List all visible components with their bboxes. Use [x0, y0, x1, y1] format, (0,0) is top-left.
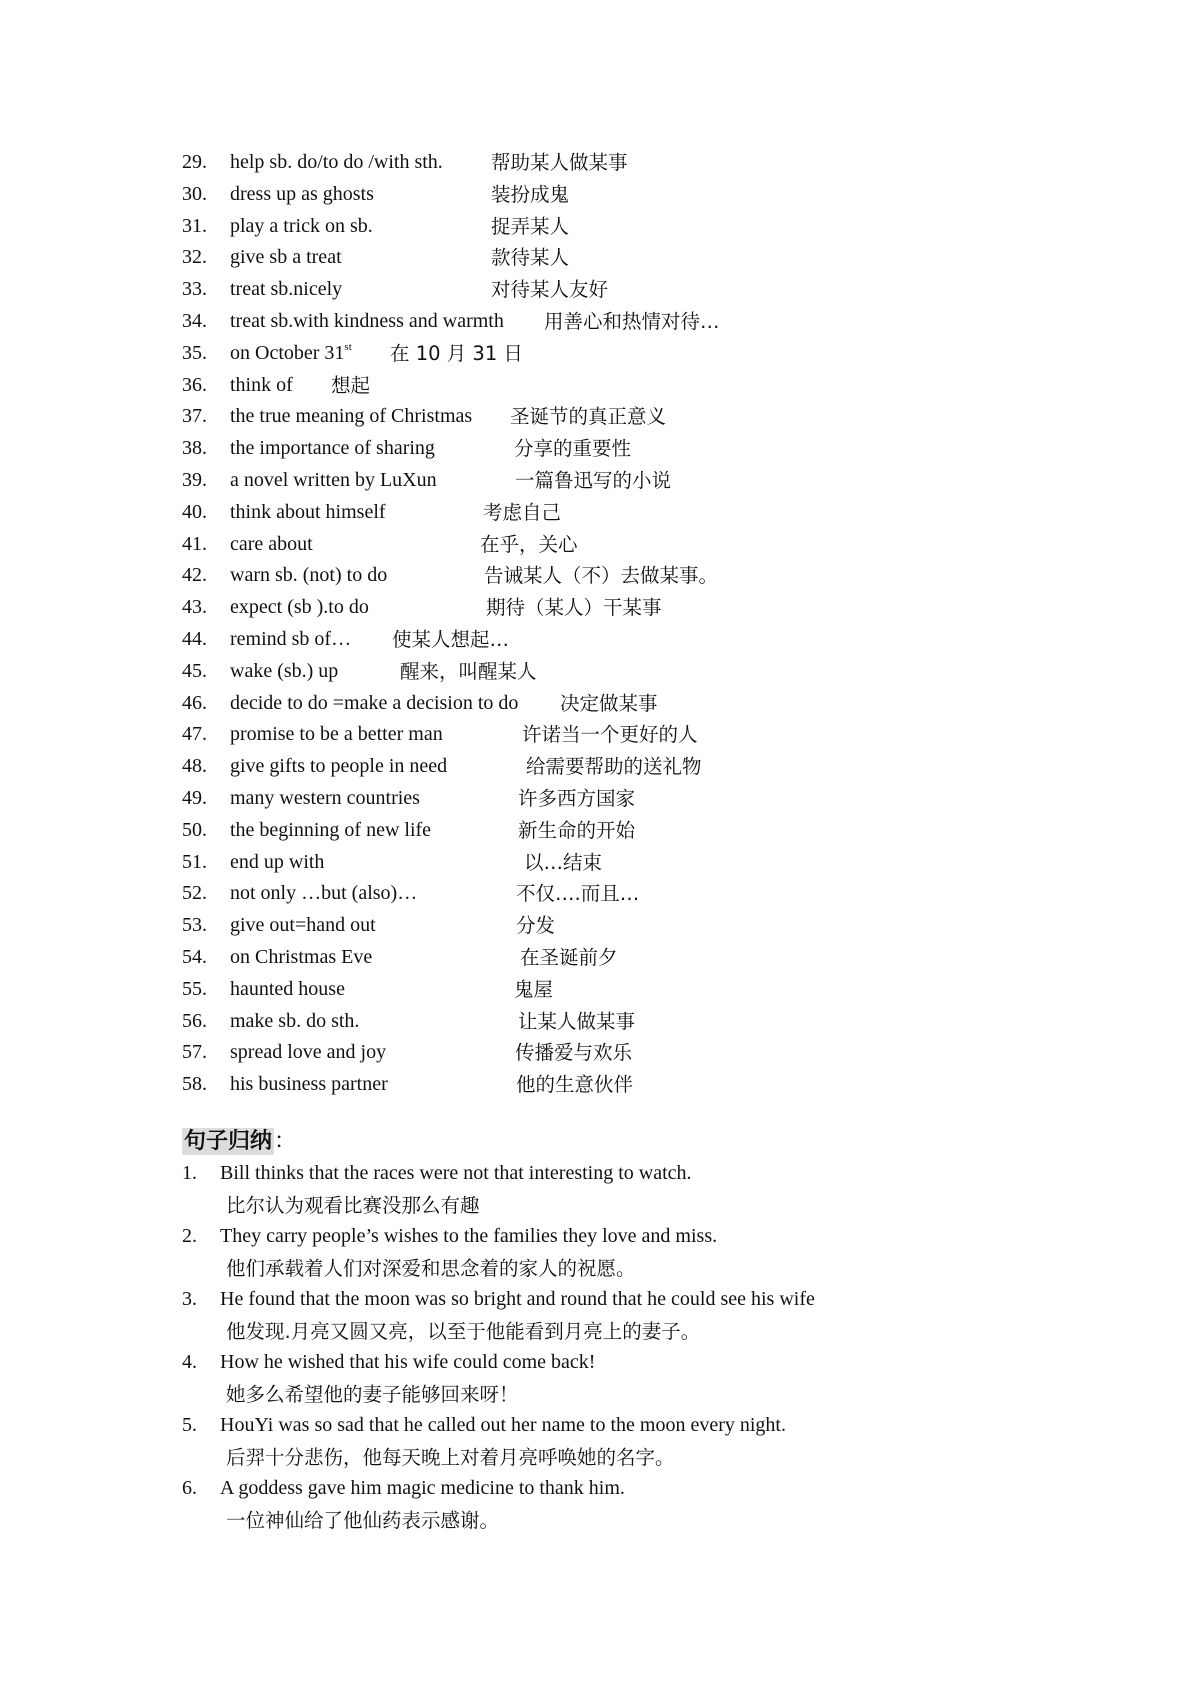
- phrase-english: remind sb of…: [230, 627, 352, 650]
- phrase-chinese: 许诺当一个更好的人: [522, 723, 698, 747]
- phrase-chinese: 使某人想起…: [392, 627, 510, 651]
- sentence-chinese: 一位神仙给了他仙药表示感谢。: [226, 1508, 500, 1532]
- item-number: 55.: [182, 977, 207, 1000]
- phrase-english: decide to do =make a decision to do: [230, 691, 519, 714]
- item-number: 40.: [182, 500, 207, 523]
- phrase-chinese: 在圣诞前夕: [520, 945, 618, 969]
- phrase-chinese: 他的生意伙伴: [516, 1073, 634, 1097]
- phrase-english: care about: [230, 532, 313, 555]
- item-number: 2.: [182, 1225, 197, 1247]
- item-number: 31.: [182, 214, 207, 237]
- phrase-english: warn sb. (not) to do: [230, 564, 388, 587]
- item-number: 6.: [182, 1477, 197, 1499]
- phrase-list: [0, 147, 1200, 1101]
- phrase-chinese: 想起: [331, 373, 371, 397]
- phrase-row: [0, 1069, 1200, 1101]
- phrase-row: [0, 147, 1200, 179]
- phrase-row: [0, 624, 1200, 656]
- phrase-chinese: 捉弄某人: [491, 214, 570, 238]
- phrase-chinese: 在乎，关心: [480, 532, 578, 556]
- phrase-chinese: 让某人做某事: [518, 1009, 636, 1033]
- ordinal-suffix: st: [344, 340, 352, 353]
- phrase-chinese: 给需要帮助的送礼物: [526, 755, 702, 779]
- sentence-chinese: 他发现.月亮又圆又亮，以至于他能看到月亮上的妻子。: [226, 1319, 701, 1343]
- phrase-chinese: 决定做某事: [560, 691, 658, 715]
- phrase-chinese: 许多西方国家: [518, 786, 636, 810]
- phrase-row: [0, 1037, 1200, 1069]
- phrase-chinese: 用善心和热情对待…: [544, 309, 720, 333]
- phrase-english: end up with: [230, 850, 325, 873]
- phrase-row: [0, 656, 1200, 688]
- item-number: 38.: [182, 437, 207, 460]
- phrase-english: give gifts to people in need: [230, 755, 448, 778]
- item-number: 47.: [182, 723, 207, 746]
- date-text: on October 31: [230, 341, 345, 364]
- phrase-chinese: 圣诞节的真正意义: [510, 405, 667, 429]
- phrase-chinese: 不仅….而且…: [516, 882, 640, 906]
- phrase-row: [0, 592, 1200, 624]
- sentence-item: [0, 1473, 1200, 1536]
- item-number: 53.: [182, 914, 207, 937]
- phrase-english: wake (sb.) up: [230, 659, 339, 682]
- phrase-english: many western countries: [230, 786, 420, 809]
- phrase-row: [0, 878, 1200, 910]
- phrase-row: [0, 1006, 1200, 1038]
- phrase-english: not only …but (also)…: [230, 882, 418, 905]
- phrase-english: on Christmas Eve: [230, 945, 373, 968]
- phrase-chinese: 考虑自己: [483, 500, 562, 524]
- phrase-chinese: 分发: [516, 914, 556, 938]
- phrase-row: [0, 401, 1200, 433]
- item-number: 32.: [182, 246, 207, 269]
- phrase-row: [0, 465, 1200, 497]
- phrase-english: think of: [230, 373, 293, 396]
- item-number: 58.: [182, 1073, 207, 1096]
- phrase-row: [0, 497, 1200, 529]
- item-number: 5.: [182, 1414, 197, 1436]
- phrase-english: haunted house: [230, 977, 345, 1000]
- item-number: 46.: [182, 691, 207, 714]
- phrase-chinese: 鬼屋: [514, 977, 554, 1001]
- phrase-row: [0, 338, 1200, 370]
- phrase-chinese: 帮助某人做某事: [491, 151, 628, 174]
- item-number: 34.: [182, 309, 207, 332]
- phrase-english: give sb a treat: [230, 246, 342, 269]
- phrase-chinese: 以…结束: [524, 850, 603, 874]
- section-heading-highlight: 句子归纳: [184, 1129, 273, 1154]
- phrase-row: [0, 306, 1200, 338]
- item-number: 52.: [182, 882, 207, 905]
- phrase-row: [0, 974, 1200, 1006]
- phrase-row: [0, 783, 1200, 815]
- item-number: 36.: [182, 373, 207, 396]
- phrase-row: [0, 910, 1200, 942]
- item-number: 37.: [182, 405, 207, 428]
- sentence-item: [0, 1410, 1200, 1473]
- item-number: 3.: [182, 1288, 197, 1310]
- phrase-english: spread love and joy: [230, 1041, 387, 1064]
- phrase-chinese: 告诫某人（不）去做某事。: [484, 564, 719, 588]
- sentence-item: [0, 1158, 1200, 1221]
- phrase-english: help sb. do/to do /with sth.: [230, 151, 443, 173]
- phrase-row: [0, 815, 1200, 847]
- phrase-chinese: 款待某人: [491, 246, 570, 270]
- sentence-item: [0, 1347, 1200, 1410]
- item-number: 51.: [182, 850, 207, 873]
- sentence-chinese: 后羿十分悲伤，他每天晚上对着月亮呼唤她的名字。: [226, 1445, 675, 1469]
- sentence-chinese: 他们承载着人们对深爱和思念着的家人的祝愿。: [226, 1256, 636, 1280]
- sentence-chinese: 比尔认为观看比赛没那么有趣: [226, 1193, 480, 1217]
- phrase-english: think about himself: [230, 500, 386, 523]
- phrase-chinese: 在 10 月 31 日: [390, 341, 523, 365]
- phrase-chinese: 醒来，叫醒某人: [400, 659, 537, 683]
- item-number: 57.: [182, 1041, 207, 1064]
- sentence-list: [0, 1158, 1200, 1536]
- section-heading-colon: ：: [274, 1129, 297, 1154]
- sentence-chinese: 她多么希望他的妻子能够回来呀！: [226, 1382, 519, 1406]
- phrase-english: his business partner: [230, 1073, 388, 1096]
- sentence-english: HouYi was so sad that he called out her name to the moon every night.: [220, 1414, 786, 1436]
- item-number: 48.: [182, 755, 207, 778]
- phrase-english: expect (sb ).to do: [230, 596, 369, 619]
- item-number: 56.: [182, 1009, 207, 1032]
- phrase-chinese: 新生命的开始: [518, 818, 636, 842]
- sentence-english: They carry people’s wishes to the families they love and miss.: [220, 1225, 718, 1247]
- item-number: 29.: [182, 151, 207, 173]
- section-heading: [182, 1124, 296, 1160]
- item-number: 30.: [182, 182, 207, 205]
- phrase-chinese: 传播爱与欢乐: [515, 1041, 633, 1065]
- item-number: 39.: [182, 468, 207, 491]
- phrase-english: promise to be a better man: [230, 723, 443, 746]
- phrase-row: [0, 370, 1200, 402]
- phrase-english: dress up as ghosts: [230, 182, 374, 205]
- item-number: 35.: [182, 341, 207, 364]
- item-number: 1.: [182, 1162, 197, 1184]
- sentence-english: Bill thinks that the races were not that interesting to watch.: [220, 1162, 692, 1184]
- phrase-english: treat sb.nicely: [230, 278, 343, 301]
- item-number: 44.: [182, 627, 207, 650]
- item-number: 41.: [182, 532, 207, 555]
- phrase-row: [0, 719, 1200, 751]
- phrase-english: play a trick on sb.: [230, 214, 373, 237]
- phrase-chinese: 装扮成鬼: [491, 182, 570, 206]
- item-number: 54.: [182, 945, 207, 968]
- phrase-english: the true meaning of Christmas: [230, 405, 473, 428]
- phrase-chinese: 对待某人友好: [491, 278, 609, 302]
- phrase-chinese: 分享的重要性: [514, 437, 632, 461]
- phrase-row: [0, 433, 1200, 465]
- item-number: 49.: [182, 786, 207, 809]
- phrase-english: the beginning of new life: [230, 818, 432, 841]
- sentence-english: He found that the moon was so bright and round that he could see his wife: [220, 1288, 815, 1310]
- sentence-item: [0, 1221, 1200, 1284]
- phrase-row: [0, 274, 1200, 306]
- item-number: 33.: [182, 278, 207, 301]
- sentence-english: A goddess gave him magic medicine to thank him.: [220, 1477, 625, 1499]
- phrase-chinese: 期待（某人）干某事: [486, 596, 662, 620]
- phrase-row: [0, 751, 1200, 783]
- phrase-chinese: 一篇鲁迅写的小说: [515, 468, 672, 492]
- phrase-row: [0, 242, 1200, 274]
- phrase-row: [0, 179, 1200, 211]
- phrase-english: [230, 338, 352, 370]
- phrase-row: [0, 560, 1200, 592]
- phrase-row: [0, 942, 1200, 974]
- phrase-english: give out=hand out: [230, 914, 376, 937]
- phrase-row: [0, 847, 1200, 879]
- phrase-row: [0, 211, 1200, 243]
- phrase-english: make sb. do sth.: [230, 1009, 360, 1032]
- sentence-english: How he wished that his wife could come back!: [220, 1351, 596, 1373]
- item-number: 43.: [182, 596, 207, 619]
- item-number: 45.: [182, 659, 207, 682]
- item-number: 42.: [182, 564, 207, 587]
- phrase-row: [0, 529, 1200, 561]
- item-number: 4.: [182, 1351, 197, 1373]
- phrase-english: a novel written by LuXun: [230, 468, 437, 491]
- item-number: 50.: [182, 818, 207, 841]
- phrase-row: [0, 688, 1200, 720]
- sentence-item: [0, 1284, 1200, 1347]
- phrase-english: treat sb.with kindness and warmth: [230, 309, 504, 332]
- phrase-english: the importance of sharing: [230, 437, 435, 460]
